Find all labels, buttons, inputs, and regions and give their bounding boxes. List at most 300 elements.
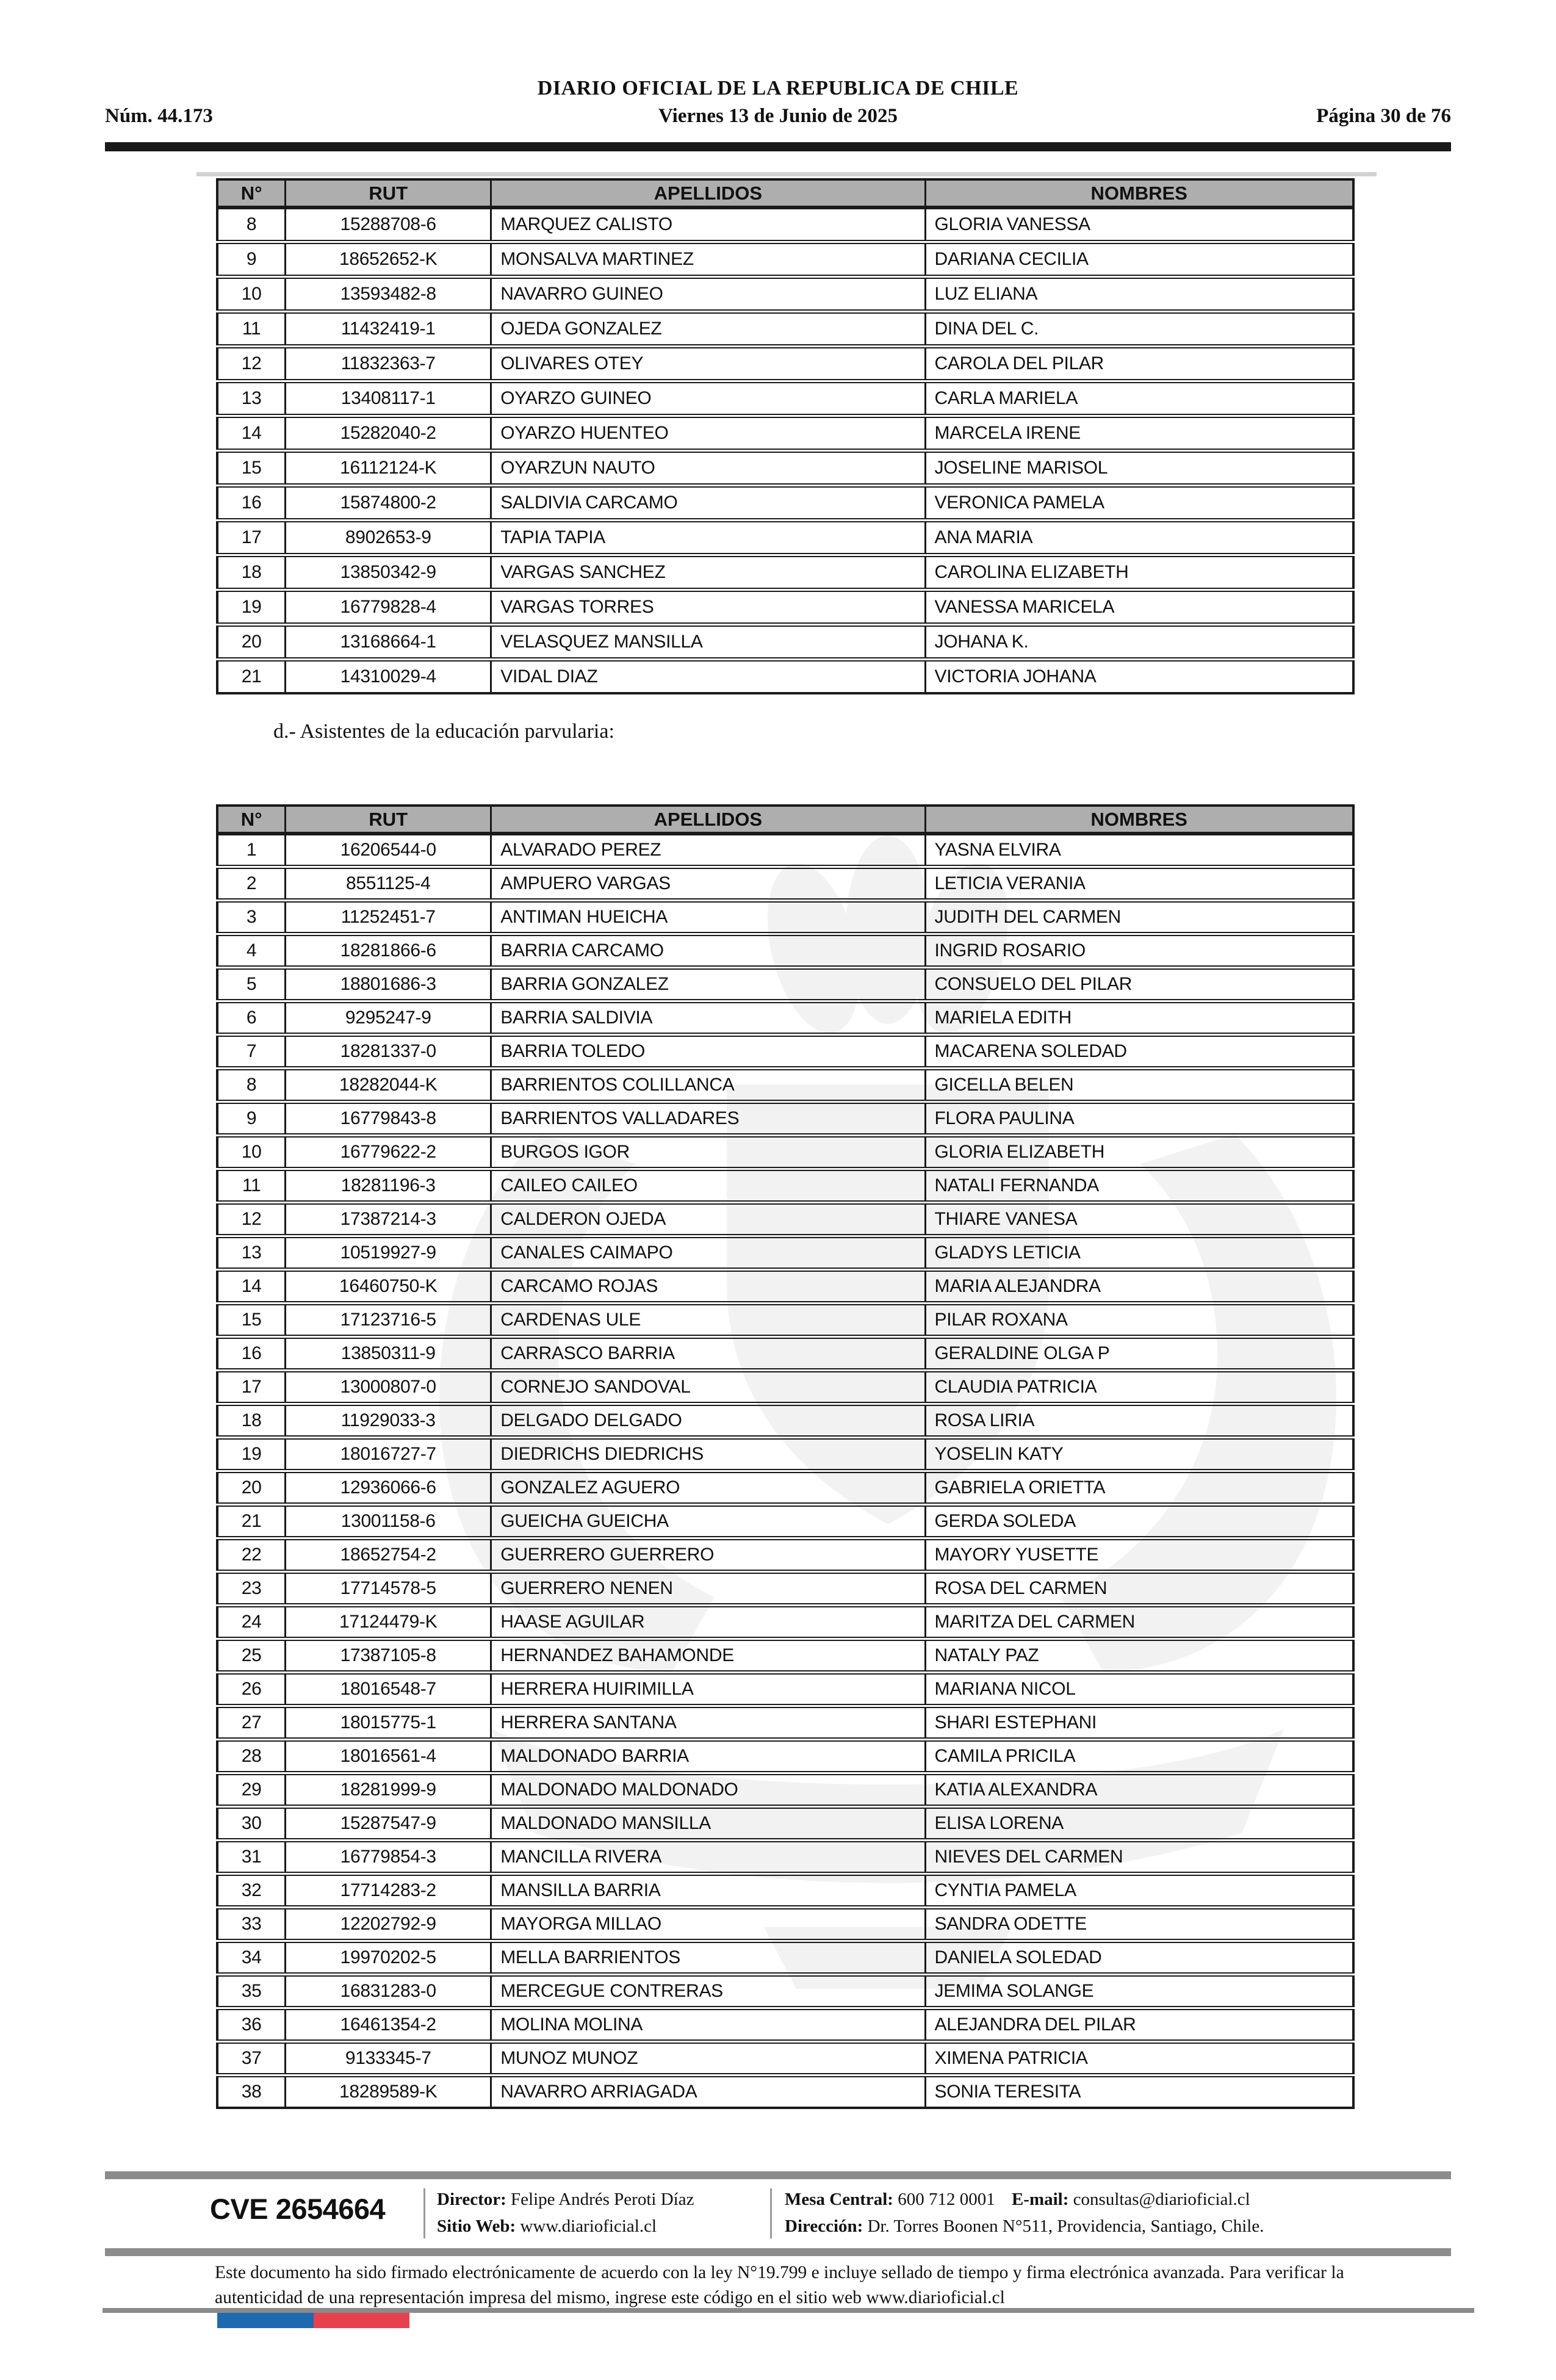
footer-rule-top	[105, 2171, 1451, 2179]
address-label: Dirección:	[785, 2216, 863, 2236]
cell-apellidos: BARRIENTOS VALLADARES	[491, 1102, 925, 1136]
cell-number: 14	[217, 1270, 286, 1304]
cell-rut: 13850311-9	[286, 1337, 491, 1371]
column-header: NOMBRES	[925, 806, 1353, 834]
cell-apellidos: NAVARRO GUINEO	[491, 277, 925, 312]
cell-number: 2	[217, 867, 286, 901]
cell-apellidos: HERRERA HUIRIMILLA	[491, 1673, 925, 1706]
table-row	[217, 1908, 1353, 1941]
cell-rut: 18282044-K	[286, 1069, 491, 1102]
cell-rut: 13408117-1	[286, 381, 491, 416]
column-header: RUT	[286, 806, 491, 834]
cell-number: 30	[217, 1807, 286, 1841]
address-value: Dr. Torres Boonen N°511, Providencia, Santiago, Chile.	[867, 2216, 1264, 2236]
cell-nombres: PILAR ROXANA	[925, 1304, 1353, 1337]
cell-rut: 16779828-4	[286, 590, 491, 625]
cell-number: 9	[217, 242, 286, 277]
issue-number: Núm. 44.173	[105, 105, 213, 127]
table-row	[217, 1270, 1353, 1304]
email-value: consultas@diarioficial.cl	[1073, 2190, 1250, 2209]
cell-apellidos: BARRIENTOS COLILLANCA	[491, 1069, 925, 1102]
table-row	[217, 1371, 1353, 1404]
website-label: Sitio Web:	[437, 2216, 516, 2236]
cell-number: 29	[217, 1773, 286, 1807]
cell-nombres: GICELLA BELEN	[925, 1069, 1353, 1102]
cell-rut: 18016727-7	[286, 1438, 491, 1471]
cell-apellidos: OLIVARES OTEY	[491, 347, 925, 381]
table-row	[217, 2075, 1353, 2108]
table-row	[217, 901, 1353, 934]
cell-number: 9	[217, 1102, 286, 1136]
cell-nombres: INGRID ROSARIO	[925, 934, 1353, 968]
table-row	[217, 1069, 1353, 1102]
cell-number: 8	[217, 207, 286, 242]
cell-rut: 13000807-0	[286, 1371, 491, 1404]
cell-apellidos: CANALES CAIMAPO	[491, 1236, 925, 1270]
cell-rut: 10519927-9	[286, 1236, 491, 1270]
table-row	[217, 1639, 1353, 1673]
cell-nombres: KATIA ALEXANDRA	[925, 1773, 1353, 1807]
cell-rut: 19970202-5	[286, 1941, 491, 1975]
cell-rut: 16779622-2	[286, 1136, 491, 1169]
cell-number: 10	[217, 277, 286, 312]
cell-nombres: DANIELA SOLEDAD	[925, 1941, 1353, 1975]
cell-rut: 17714283-2	[286, 1874, 491, 1908]
cell-apellidos: AMPUERO VARGAS	[491, 867, 925, 901]
table-row	[217, 416, 1353, 451]
table-row	[217, 1841, 1353, 1874]
cell-apellidos: MALDONADO BARRIA	[491, 1740, 925, 1773]
table-row	[217, 277, 1353, 312]
cell-nombres: MARCELA IRENE	[925, 416, 1353, 451]
cell-nombres: ROSA DEL CARMEN	[925, 1572, 1353, 1606]
cell-rut: 15287547-9	[286, 1807, 491, 1841]
cell-number: 28	[217, 1740, 286, 1773]
cell-nombres: SONIA TERESITA	[925, 2075, 1353, 2108]
cell-rut: 13168664-1	[286, 625, 491, 660]
cell-rut: 16779854-3	[286, 1841, 491, 1874]
cell-rut: 18015775-1	[286, 1706, 491, 1740]
page-title: DIARIO OFICIAL DE LA REPUBLICA DE CHILE	[537, 77, 1019, 99]
cell-number: 26	[217, 1673, 286, 1706]
cell-nombres: NATALY PAZ	[925, 1639, 1353, 1673]
cell-apellidos: HAASE AGUILAR	[491, 1606, 925, 1639]
table-row	[217, 660, 1353, 694]
cell-number: 16	[217, 1337, 286, 1371]
cell-rut: 18281196-3	[286, 1169, 491, 1203]
table-row	[217, 1606, 1353, 1639]
cell-rut: 8902653-9	[286, 521, 491, 555]
cell-rut: 18652754-2	[286, 1538, 491, 1572]
cell-apellidos: BURGOS IGOR	[491, 1136, 925, 1169]
cell-number: 24	[217, 1606, 286, 1639]
cell-nombres: MARIANA NICOL	[925, 1673, 1353, 1706]
cell-apellidos: BARRIA GONZALEZ	[491, 968, 925, 1001]
cell-rut: 16831283-0	[286, 1975, 491, 2008]
cell-rut: 17123716-5	[286, 1304, 491, 1337]
cell-rut: 12202792-9	[286, 1908, 491, 1941]
cell-number: 12	[217, 1203, 286, 1236]
cell-apellidos: GUEICHA GUEICHA	[491, 1505, 925, 1538]
cell-number: 3	[217, 901, 286, 934]
table-row	[217, 968, 1353, 1001]
table-row	[217, 1438, 1353, 1471]
cell-number: 5	[217, 968, 286, 1001]
phone-email-line	[785, 2190, 1250, 2210]
cell-nombres: GLADYS LETICIA	[925, 1236, 1353, 1270]
table-row	[217, 1874, 1353, 1908]
table-row	[217, 1304, 1353, 1337]
table-row	[217, 1538, 1353, 1572]
cell-apellidos: CALDERON OJEDA	[491, 1203, 925, 1236]
cell-rut: 18281999-9	[286, 1773, 491, 1807]
director-line	[437, 2190, 694, 2210]
table-row	[217, 242, 1353, 277]
cell-number: 27	[217, 1706, 286, 1740]
cell-number: 14	[217, 416, 286, 451]
table-row	[217, 1773, 1353, 1807]
cell-rut: 17387105-8	[286, 1639, 491, 1673]
table-row	[217, 1572, 1353, 1606]
cell-rut: 13593482-8	[286, 277, 491, 312]
cell-rut: 17387214-3	[286, 1203, 491, 1236]
cell-nombres: CARLA MARIELA	[925, 381, 1353, 416]
table-row	[217, 347, 1353, 381]
cell-apellidos: VELASQUEZ MANSILLA	[491, 625, 925, 660]
cell-number: 18	[217, 1404, 286, 1438]
cell-apellidos: VARGAS TORRES	[491, 590, 925, 625]
table-row	[217, 934, 1353, 968]
cell-nombres: ELISA LORENA	[925, 1807, 1353, 1841]
cell-nombres: MARITZA DEL CARMEN	[925, 1606, 1353, 1639]
table-row	[217, 1136, 1353, 1169]
cell-apellidos: MAYORGA MILLAO	[491, 1908, 925, 1941]
cell-rut: 13850342-9	[286, 555, 491, 590]
cell-number: 34	[217, 1941, 286, 1975]
cell-rut: 15874800-2	[286, 486, 491, 521]
cell-number: 4	[217, 934, 286, 968]
cell-apellidos: OYARZUN NAUTO	[491, 451, 925, 486]
cell-nombres: VANESSA MARICELA	[925, 590, 1353, 625]
cell-rut: 18281337-0	[286, 1035, 491, 1069]
staff-table-upper	[216, 178, 1355, 694]
cell-nombres: MACARENA SOLEDAD	[925, 1035, 1353, 1069]
table-row	[217, 625, 1353, 660]
cell-apellidos: VARGAS SANCHEZ	[491, 555, 925, 590]
cell-apellidos: HERNANDEZ BAHAMONDE	[491, 1639, 925, 1673]
cell-nombres: JEMIMA SOLANGE	[925, 1975, 1353, 2008]
cell-apellidos: CARCAMO ROJAS	[491, 1270, 925, 1304]
table-row	[217, 590, 1353, 625]
cell-nombres: ALEJANDRA DEL PILAR	[925, 2008, 1353, 2042]
cell-rut: 18289589-K	[286, 2075, 491, 2108]
cell-nombres: GERDA SOLEDA	[925, 1505, 1353, 1538]
cell-nombres: NIEVES DEL CARMEN	[925, 1841, 1353, 1874]
cell-number: 23	[217, 1572, 286, 1606]
email-label: E-mail:	[1011, 2190, 1069, 2209]
cell-rut: 17124479-K	[286, 1606, 491, 1639]
table-row	[217, 1505, 1353, 1538]
cell-number: 10	[217, 1136, 286, 1169]
cell-number: 20	[217, 1471, 286, 1505]
cell-rut: 18016561-4	[286, 1740, 491, 1773]
cell-rut: 14310029-4	[286, 660, 491, 694]
cell-rut: 16460750-K	[286, 1270, 491, 1304]
cell-apellidos: ANTIMAN HUEICHA	[491, 901, 925, 934]
cell-apellidos: OYARZO GUINEO	[491, 381, 925, 416]
cell-apellidos: MELLA BARRIENTOS	[491, 1941, 925, 1975]
cell-rut: 11832363-7	[286, 347, 491, 381]
flag-blue-block	[217, 2313, 314, 2328]
cell-nombres: GLORIA VANESSA	[925, 207, 1353, 242]
chile-flag-logo	[217, 2313, 409, 2328]
cell-apellidos: MANCILLA RIVERA	[491, 1841, 925, 1874]
cell-nombres: SANDRA ODETTE	[925, 1908, 1353, 1941]
cell-apellidos: CARRASCO BARRIA	[491, 1337, 925, 1371]
table-row	[217, 1035, 1353, 1069]
cell-apellidos: SALDIVIA CARCAMO	[491, 486, 925, 521]
cve-code: CVE 2654664	[210, 2193, 386, 2225]
cell-number: 31	[217, 1841, 286, 1874]
staff-table	[216, 178, 1355, 694]
director-label: Director:	[437, 2190, 506, 2209]
table-row	[217, 1471, 1353, 1505]
cell-rut: 16112124-K	[286, 451, 491, 486]
cell-nombres: THIARE VANESA	[925, 1203, 1353, 1236]
cell-number: 22	[217, 1538, 286, 1572]
scan-shadow-strip	[196, 172, 1377, 176]
footer-rule-bottom	[105, 2248, 1451, 2256]
cell-rut: 18801686-3	[286, 968, 491, 1001]
cell-apellidos: OJEDA GONZALEZ	[491, 312, 925, 347]
table-row	[217, 1673, 1353, 1706]
column-header: N°	[217, 806, 286, 834]
cell-rut: 12936066-6	[286, 1471, 491, 1505]
cell-number: 7	[217, 1035, 286, 1069]
cell-nombres: FLORA PAULINA	[925, 1102, 1353, 1136]
cell-apellidos: CARDENAS ULE	[491, 1304, 925, 1337]
table-row	[217, 1236, 1353, 1270]
cell-nombres: SHARI ESTEPHANI	[925, 1706, 1353, 1740]
table-row	[217, 1337, 1353, 1371]
phone-label: Mesa Central:	[785, 2190, 893, 2209]
column-header: NOMBRES	[925, 179, 1353, 207]
table-header-row	[217, 806, 1353, 834]
table-row	[217, 312, 1353, 347]
cell-apellidos: GUERRERO GUERRERO	[491, 1538, 925, 1572]
table-row	[217, 2042, 1353, 2075]
column-header: APELLIDOS	[491, 179, 925, 207]
cell-apellidos: BARRIA CARCAMO	[491, 934, 925, 968]
cell-number: 38	[217, 2075, 286, 2108]
table-row	[217, 1169, 1353, 1203]
cell-nombres: LETICIA VERANIA	[925, 867, 1353, 901]
cell-apellidos: DELGADO DELGADO	[491, 1404, 925, 1438]
cell-nombres: MARIA ALEJANDRA	[925, 1270, 1353, 1304]
cell-nombres: LUZ ELIANA	[925, 277, 1353, 312]
cell-apellidos: CORNEJO SANDOVAL	[491, 1371, 925, 1404]
cell-rut: 15288708-6	[286, 207, 491, 242]
director-value: Felipe Andrés Peroti Díaz	[511, 2190, 694, 2209]
cell-number: 33	[217, 1908, 286, 1941]
cell-number: 20	[217, 625, 286, 660]
legal-notice: Este documento ha sido firmado electrónicamente de acuerdo con la ley N°19.799 e incluye sellado de tiempo y firma electrónica avanzada. Para verificar la autenticidad de una representación impresa del mismo, ingrese este código en el sitio web www.diarioficial.cl	[215, 2263, 1344, 2307]
cell-apellidos: NAVARRO ARRIAGADA	[491, 2075, 925, 2108]
cell-number: 11	[217, 1169, 286, 1203]
cell-apellidos: BARRIA SALDIVIA	[491, 1001, 925, 1035]
table-row	[217, 207, 1353, 242]
footer-divider	[423, 2188, 425, 2238]
cell-nombres: CYNTIA PAMELA	[925, 1874, 1353, 1908]
table-row	[217, 555, 1353, 590]
column-header: APELLIDOS	[491, 806, 925, 834]
cell-apellidos: BARRIA TOLEDO	[491, 1035, 925, 1069]
cell-number: 8	[217, 1069, 286, 1102]
cell-apellidos: TAPIA TAPIA	[491, 521, 925, 555]
cell-nombres: ROSA LIRIA	[925, 1404, 1353, 1438]
cell-rut: 18281866-6	[286, 934, 491, 968]
assistants-table	[216, 804, 1355, 2109]
cell-nombres: VICTORIA JOHANA	[925, 660, 1353, 694]
cell-rut: 11252451-7	[286, 901, 491, 934]
cell-nombres: MARIELA EDITH	[925, 1001, 1353, 1035]
cell-rut: 9295247-9	[286, 1001, 491, 1035]
cell-number: 12	[217, 347, 286, 381]
cell-rut: 11929033-3	[286, 1404, 491, 1438]
cell-number: 6	[217, 1001, 286, 1035]
cell-number: 37	[217, 2042, 286, 2075]
cell-rut: 15282040-2	[286, 416, 491, 451]
assistants-table-wrapper	[216, 804, 1355, 2109]
cell-nombres: JUDITH DEL CARMEN	[925, 901, 1353, 934]
cell-rut: 8551125-4	[286, 867, 491, 901]
cell-number: 25	[217, 1639, 286, 1673]
cell-rut: 18016548-7	[286, 1673, 491, 1706]
cell-number: 17	[217, 1371, 286, 1404]
table-row	[217, 2008, 1353, 2042]
page-indicator: Página 30 de 76	[1316, 105, 1451, 127]
cell-rut: 16206544-0	[286, 834, 491, 867]
cell-number: 17	[217, 521, 286, 555]
table-row	[217, 867, 1353, 901]
cell-number: 15	[217, 1304, 286, 1337]
cell-apellidos: OYARZO HUENTEO	[491, 416, 925, 451]
table-row	[217, 1807, 1353, 1841]
cell-nombres: CLAUDIA PATRICIA	[925, 1371, 1353, 1404]
table-row	[217, 1740, 1353, 1773]
cell-apellidos: MALDONADO MANSILLA	[491, 1807, 925, 1841]
column-header: RUT	[286, 179, 491, 207]
cell-nombres: NATALI FERNANDA	[925, 1169, 1353, 1203]
cell-number: 15	[217, 451, 286, 486]
table-header-row	[217, 179, 1353, 207]
table-row	[217, 486, 1353, 521]
issue-date: Viernes 13 de Junio de 2025	[658, 105, 898, 127]
cell-rut: 13001158-6	[286, 1505, 491, 1538]
cell-apellidos: MERCEGUE CONTRERAS	[491, 1975, 925, 2008]
flag-red-block	[314, 2313, 409, 2328]
cell-number: 19	[217, 590, 286, 625]
cell-rut: 16779843-8	[286, 1102, 491, 1136]
cell-nombres: ANA MARIA	[925, 521, 1353, 555]
address-line	[785, 2216, 1264, 2237]
cell-number: 13	[217, 1236, 286, 1270]
phone-value: 600 712 0001	[898, 2190, 995, 2209]
cell-nombres: MAYORY YUSETTE	[925, 1538, 1353, 1572]
website-value: www.diarioficial.cl	[520, 2216, 657, 2236]
cell-apellidos: MANSILLA BARRIA	[491, 1874, 925, 1908]
cell-number: 19	[217, 1438, 286, 1471]
table-row	[217, 1001, 1353, 1035]
table-row	[217, 1706, 1353, 1740]
cell-apellidos: GONZALEZ AGUERO	[491, 1471, 925, 1505]
table-row	[217, 1941, 1353, 1975]
cell-rut: 11432419-1	[286, 312, 491, 347]
table-row	[217, 521, 1353, 555]
cell-nombres: GABRIELA ORIETTA	[925, 1471, 1353, 1505]
cell-nombres: CAROLINA ELIZABETH	[925, 555, 1353, 590]
column-header: N°	[217, 179, 286, 207]
cell-apellidos: MARQUEZ CALISTO	[491, 207, 925, 242]
cell-nombres: DINA DEL C.	[925, 312, 1353, 347]
cell-apellidos: MOLINA MOLINA	[491, 2008, 925, 2042]
cell-apellidos: HERRERA SANTANA	[491, 1706, 925, 1740]
cell-nombres: CAMILA PRICILA	[925, 1740, 1353, 1773]
cell-number: 21	[217, 1505, 286, 1538]
table-row	[217, 1203, 1353, 1236]
cell-nombres: DARIANA CECILIA	[925, 242, 1353, 277]
cell-nombres: VERONICA PAMELA	[925, 486, 1353, 521]
cell-apellidos: CAILEO CAILEO	[491, 1169, 925, 1203]
cell-nombres: GERALDINE OLGA P	[925, 1337, 1353, 1371]
cell-number: 11	[217, 312, 286, 347]
cell-rut: 18652652-K	[286, 242, 491, 277]
cell-nombres: JOHANA K.	[925, 625, 1353, 660]
cell-apellidos: GUERRERO NENEN	[491, 1572, 925, 1606]
cell-rut: 16461354-2	[286, 2008, 491, 2042]
cell-nombres: JOSELINE MARISOL	[925, 451, 1353, 486]
cell-number: 32	[217, 1874, 286, 1908]
header-rule	[105, 142, 1451, 151]
cell-apellidos: DIEDRICHS DIEDRICHS	[491, 1438, 925, 1471]
cell-apellidos: MALDONADO MALDONADO	[491, 1773, 925, 1807]
table-row	[217, 1975, 1353, 2008]
cell-number: 16	[217, 486, 286, 521]
cell-number: 13	[217, 381, 286, 416]
cell-number: 21	[217, 660, 286, 694]
table-row	[217, 834, 1353, 867]
table-row	[217, 1102, 1353, 1136]
cell-rut: 17714578-5	[286, 1572, 491, 1606]
table-row	[217, 451, 1353, 486]
cell-nombres: CONSUELO DEL PILAR	[925, 968, 1353, 1001]
cell-apellidos: MUNOZ MUNOZ	[491, 2042, 925, 2075]
cell-apellidos: VIDAL DIAZ	[491, 660, 925, 694]
section-heading: d.- Asistentes de la educación parvularia:	[273, 720, 614, 743]
cell-nombres: XIMENA PATRICIA	[925, 2042, 1353, 2075]
cell-apellidos: ALVARADO PEREZ	[491, 834, 925, 867]
website-line	[437, 2216, 657, 2237]
cell-apellidos: MONSALVA MARTINEZ	[491, 242, 925, 277]
cell-rut: 9133345-7	[286, 2042, 491, 2075]
cell-number: 35	[217, 1975, 286, 2008]
cell-nombres: GLORIA ELIZABETH	[925, 1136, 1353, 1169]
cell-number: 18	[217, 555, 286, 590]
footer-divider	[770, 2188, 772, 2238]
table-row	[217, 381, 1353, 416]
cell-nombres: YASNA ELVIRA	[925, 834, 1353, 867]
cell-number: 1	[217, 834, 286, 867]
